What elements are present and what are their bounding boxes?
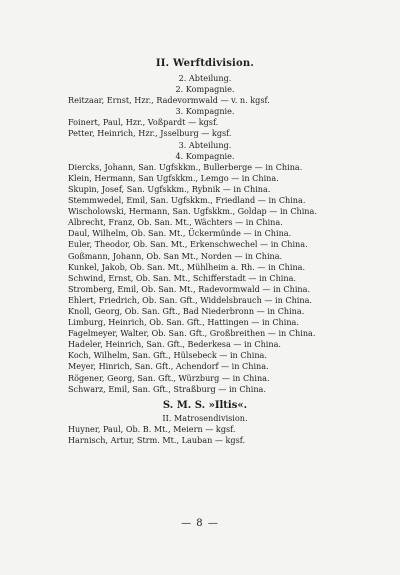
subheading-abteilung: 3. Abteilung. [178, 139, 232, 150]
subheading-kompagnie: 2. Kompagnie. [175, 84, 235, 95]
subheading-kompagnie: 4. Kompagnie. [175, 150, 235, 161]
entry-line: Goßmann, Johann, Ob. San Mt., Norden — in China. [68, 250, 283, 261]
entry-line: Ehlert, Friedrich, Ob. San. Gft., Widdelsbrauch — in China. [68, 294, 312, 305]
entry-line: Huyner, Paul, Ob. B. Mt., Meiern — kgsf. [68, 423, 236, 434]
entry-line: Fagelmeyer, Walter, Ob. San. Gft., Großbreithen — in China. [68, 328, 316, 339]
entry-line: Knoll, Georg, Ob. San. Gft., Bad Niederbronn — in China. [68, 305, 305, 316]
entry-line: Wischolowski, Hermann, San. Ugfskkm., Goldap — in China. [68, 206, 317, 217]
entry-line: Rögener, Georg, San. Gft., Würzburg — in China. [68, 372, 270, 383]
subheading-division: II. Matrosendivision. [162, 412, 248, 423]
entry-line: Schwarz, Emil, San. Gft., Straßburg — in China. [68, 383, 266, 394]
subheading-kompagnie: 3. Kompagnie. [175, 106, 235, 117]
entry-line: Schwind, Ernst, Ob. San. Mt., Schifferstadt — in China. [68, 272, 297, 283]
entry-line: Albrecht, Franz, Ob. San. Mt., Wächters — in China. [68, 217, 283, 228]
entry-line: Limburg, Heinrich, Ob. San. Gft., Hattingen — in China. [68, 317, 299, 328]
ship-heading: S. M. S. »Iltis«. [162, 399, 248, 411]
entry-line: Skupin, Josef, San. Ugfskkm., Rybnik — in China. [68, 183, 271, 194]
entry-line: Stromberg, Emil, Ob. San. Mt., Radevormwald — in China. [68, 283, 311, 294]
entry-line: Meyer, Hinrich, San. Gft., Achendorf — in China. [68, 361, 269, 372]
entry-line: Koch, Wilhelm, San. Gft., Hülsebeck — in China. [68, 350, 267, 361]
entry-line: Hadeler, Heinrich, San. Gft., Bederkesa — in China. [68, 339, 281, 350]
entry-line: Reitzaar, Ernst, Hzr., Radevormwald — v. n. kgsf. [68, 95, 270, 106]
entry-line: Diercks, Johann, San. Ugfskkm., Bullerberge — in China. [68, 161, 303, 172]
section-heading: II. Werftdivision. [155, 58, 255, 69]
entry-line: Kunkel, Jakob, Ob. San. Mt., Mühlheim a. Rh. — in China. [68, 261, 306, 272]
entry-line: Foinert, Paul, Hzr., Voßpardt — kgsf. [68, 117, 219, 128]
entry-line: Daul, Wilhelm, Ob. San. Mt., Ückermünde — in China. [68, 228, 292, 239]
entry-line: Petter, Heinrich, Hzr., Jsselburg — kgsf. [68, 128, 232, 139]
entry-line: Klein, Hermann, San Ugfskkm., Lemgo — in China. [68, 172, 279, 183]
entry-line: Euler, Theodor, Ob. San. Mt., Erkenschwechel — in China. [68, 239, 308, 250]
entry-line: Stemmwedel, Emil, San. Ugfskkm., Friedland — in China. [68, 195, 306, 206]
subheading-abteilung: 2. Abteilung. [178, 73, 232, 83]
entry-line: Harnisch, Artur, Strm. Mt., Lauban — kgsf. [68, 434, 246, 445]
page-number: — 8 — [181, 518, 219, 529]
